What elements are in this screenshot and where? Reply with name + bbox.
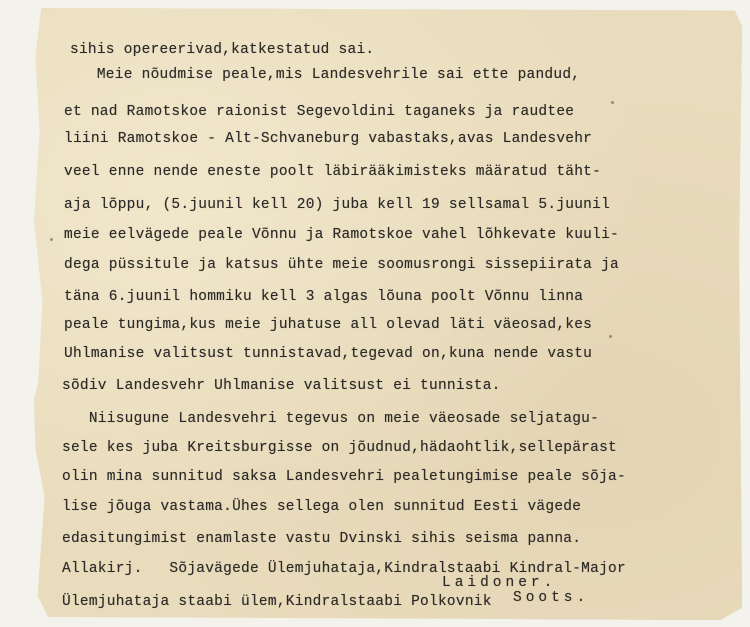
signature-line-1: Allakirj. Sõjavägede Ülemjuhataja,Kindralstaabi Kindral-Major	[62, 561, 626, 577]
text-line-8: dega püssitule ja katsus ühte meie soomusrongi sissepiirata ja	[64, 257, 619, 273]
text-line-1: sihis opereerivad,katkestatud sai.	[70, 42, 375, 58]
paper-speck	[609, 335, 612, 338]
text-line-9: täna 6.juunil hommiku kell 3 algas lõuna poolt Võnnu linna	[64, 289, 584, 305]
text-line-14: sele kes juba Kreitsburgisse on jõudnud,hädaohtlik,sellepärast	[62, 440, 617, 456]
text-line-12: sõdiv Landesvehr Uhlmanise valitsust ei tunnista.	[62, 378, 501, 394]
text-line-16: lise jõuga vastama.Ühes sellega olen sunnitud Eesti vägede	[62, 499, 582, 515]
text-line-15: olin mina sunnitud saksa Landesvehri pealetungimise peale sõja-	[62, 469, 626, 485]
text-line-10: peale tungima,kus meie juhatuse all olevad läti väeosad,kes	[64, 317, 593, 333]
text-line-2: Meie nõudmise peale,mis Landesvehrile sai ette pandud,	[70, 67, 581, 83]
text-line-6: aja lõppu, (5.juunil kell 20) juba kell 19 sellsamal 5.juunil	[64, 197, 611, 213]
text-line-13: Niisugune Landesvehri tegevus on meie väeosade seljatagu-	[62, 411, 600, 427]
signature-line-2: Ülemjuhataja staabi ülem,Kindralstaabi Polkovnik	[62, 594, 492, 610]
signature-name-laidoner: Laidoner.	[442, 575, 557, 591]
text-line-11: Uhlmanise valitsust tunnistavad,tegevad on,kuna nende vastu	[64, 346, 593, 362]
text-line-17: edasitungimist enamlaste vastu Dvinski sihis seisma panna.	[62, 531, 582, 547]
text-line-7: meie eelvägede peale Võnnu ja Ramotskoe vahel lõhkevate kuuli-	[64, 227, 619, 243]
text-line-3: et nad Ramotskoe raionist Segevoldini taganeks ja raudtee	[64, 104, 575, 120]
text-line-5: veel enne nende eneste poolt läbirääkimisteks määratud täht-	[64, 164, 602, 180]
text-line-4: liini Ramotskoe - Alt-Schvaneburg vabastaks,avas Landesvehr	[64, 131, 593, 147]
paper-speck	[50, 238, 53, 241]
paper-sheet	[34, 8, 742, 620]
signature-name-soots: Soots.	[513, 590, 590, 606]
paper-speck	[611, 101, 614, 104]
